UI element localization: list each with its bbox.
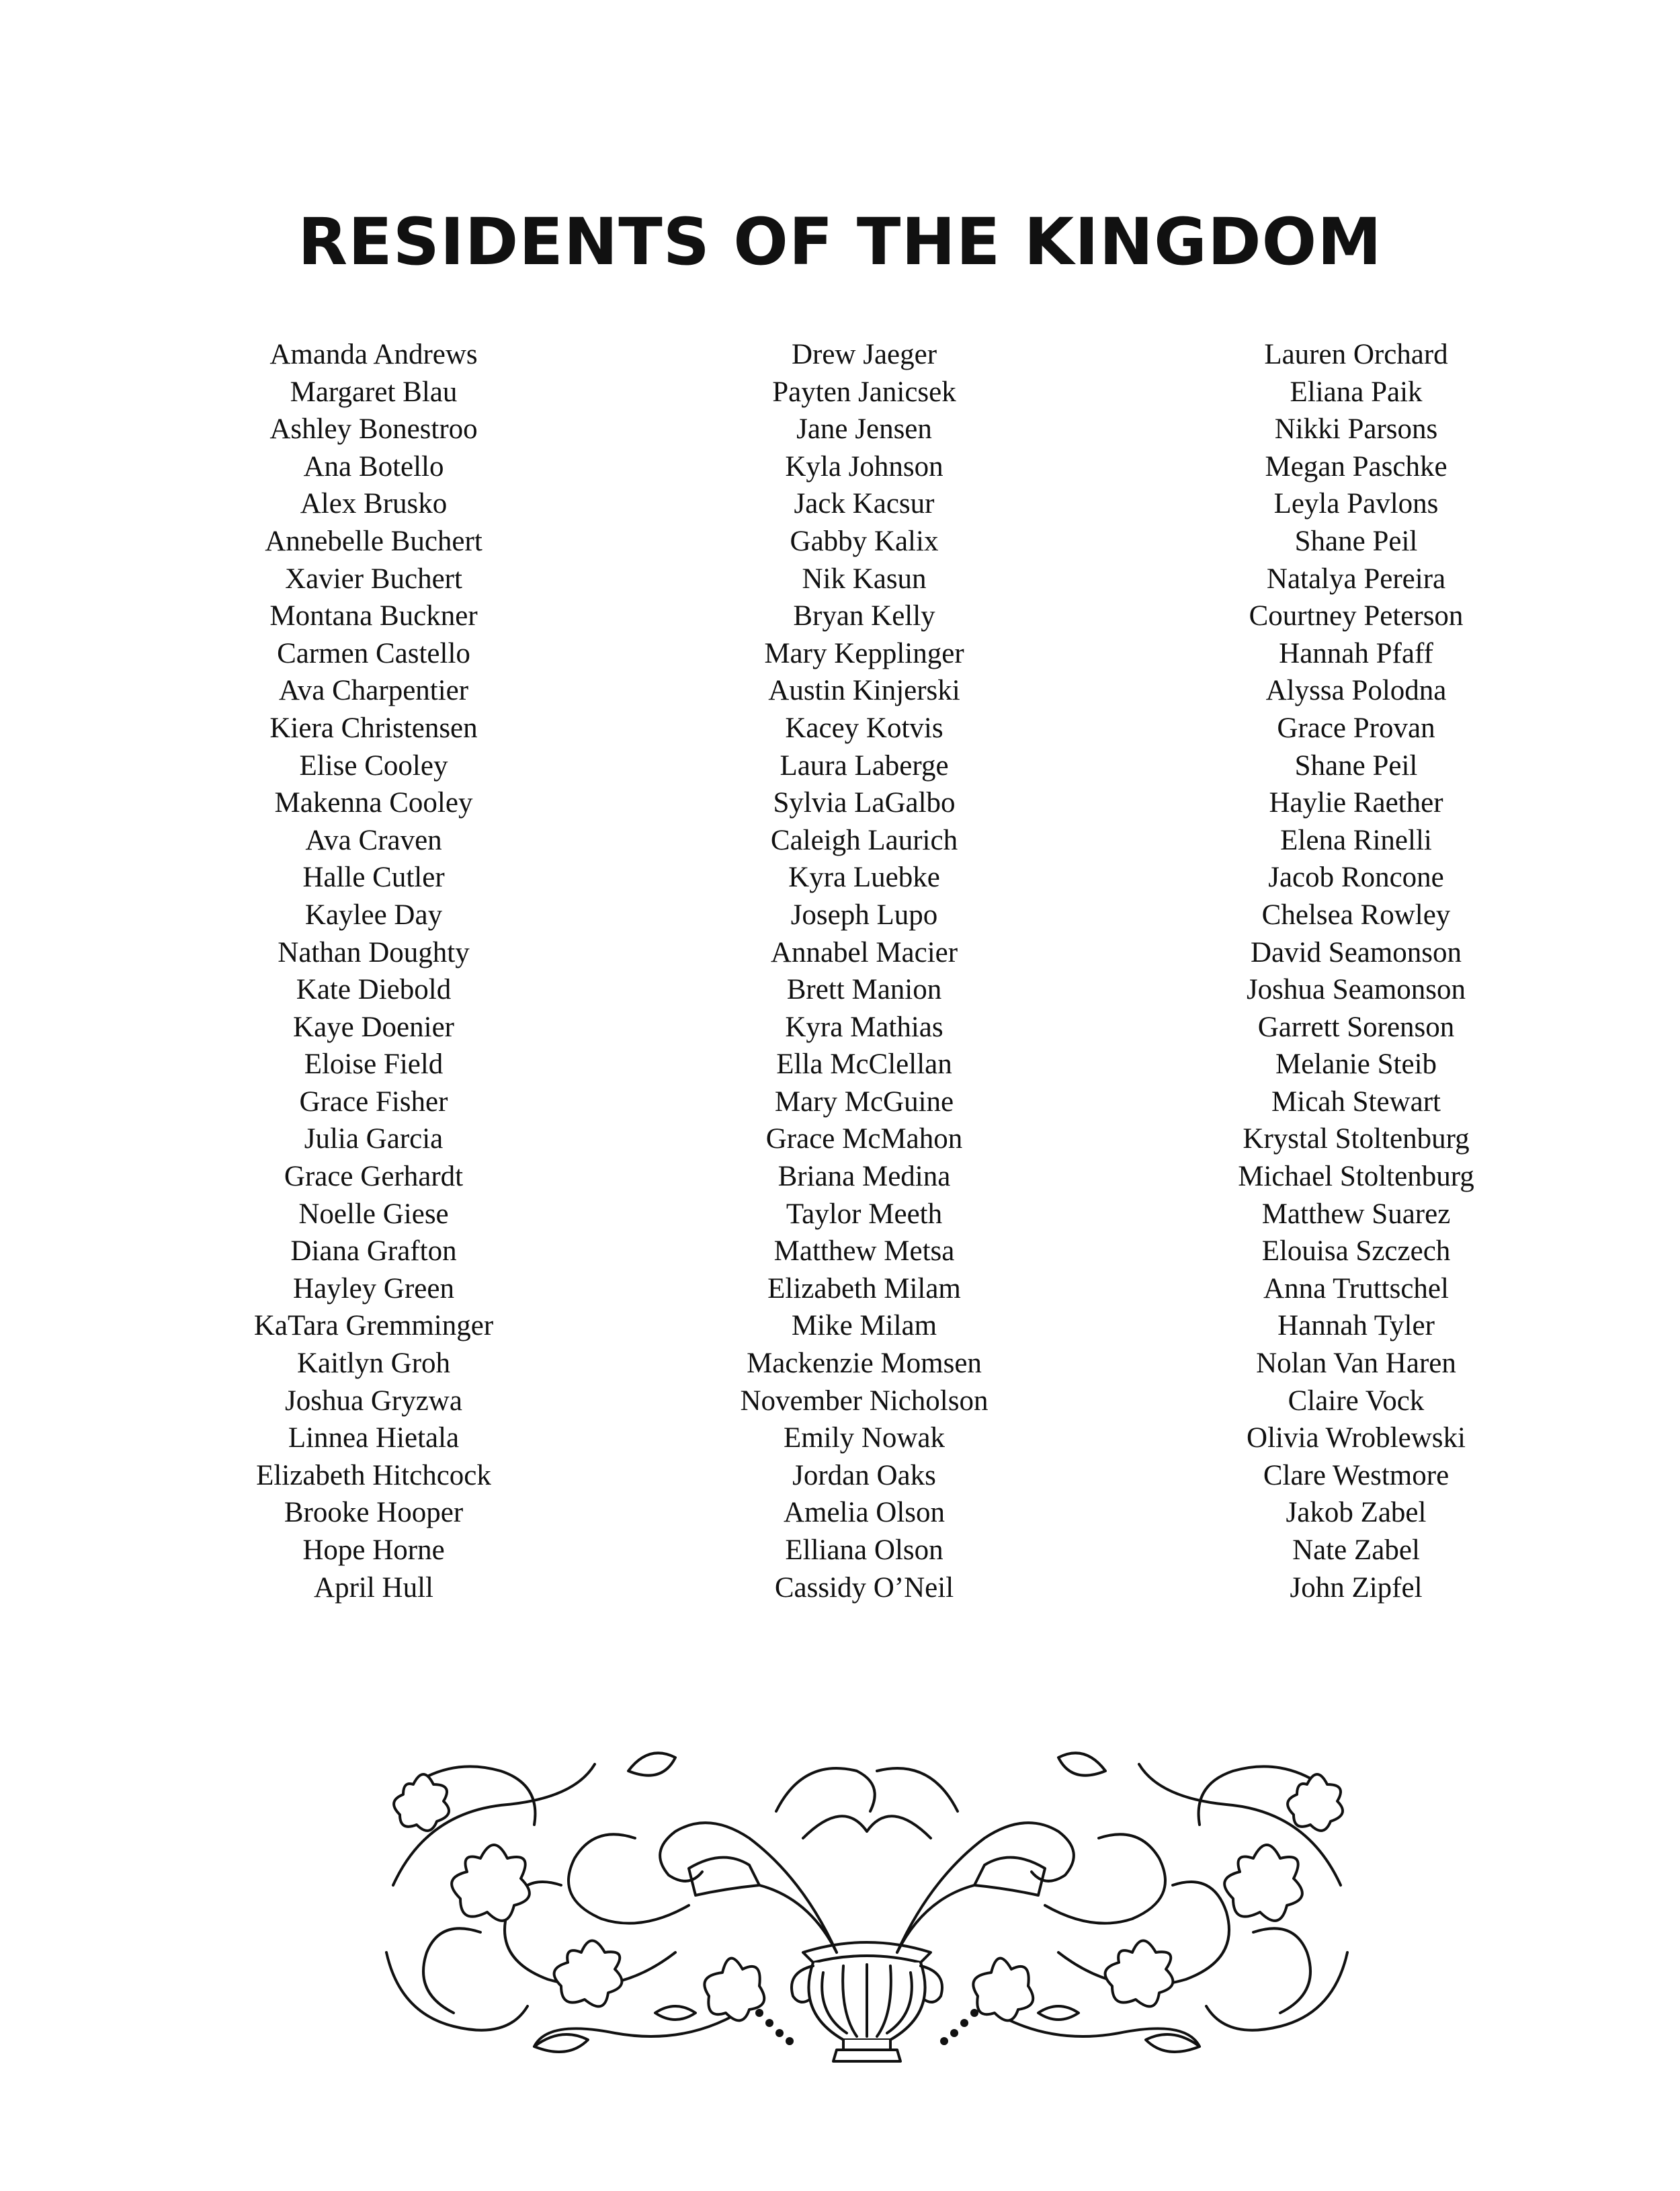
resident-name: Alyssa Polodna: [1265, 675, 1447, 707]
resident-name: Elliana Olson: [785, 1534, 943, 1566]
resident-name: Noelle Giese: [298, 1198, 449, 1230]
resident-name: Matthew Metsa: [773, 1235, 955, 1268]
resident-name: Elizabeth Hitchcock: [256, 1459, 491, 1491]
resident-name: Ava Craven: [305, 824, 442, 856]
resident-name: Grace Provan: [1277, 712, 1435, 744]
resident-name: Kiera Christensen: [269, 712, 478, 744]
resident-name: Sylvia LaGalbo: [773, 787, 956, 819]
resident-name: Bryan Kelly: [793, 600, 935, 632]
resident-name: Kacey Kotvis: [785, 712, 943, 744]
resident-name: David Seamonson: [1250, 936, 1462, 968]
resident-name: Nik Kasun: [802, 563, 927, 595]
residents-column-2: [609, 336, 1120, 1606]
resident-name: Kyra Luebke: [788, 862, 940, 894]
resident-name: Julia Garcia: [304, 1123, 444, 1155]
resident-name: Nathan Doughty: [278, 936, 470, 968]
resident-name: Elise Cooley: [299, 749, 448, 782]
resident-name: Kaye Doenier: [293, 1011, 454, 1043]
resident-name: Alex Brusko: [300, 488, 448, 520]
resident-name: Jack Kacsur: [794, 488, 935, 520]
resident-name: Grace Gerhardt: [284, 1161, 464, 1193]
resident-name: Mary Kepplinger: [764, 637, 964, 669]
resident-name: Austin Kinjerski: [768, 675, 960, 707]
resident-name: Kaitlyn Groh: [296, 1348, 451, 1380]
resident-name: KaTara Gremminger: [253, 1310, 494, 1342]
resident-name: Leyla Pavlons: [1273, 488, 1439, 520]
resident-name: Gabby Kalix: [790, 525, 939, 557]
resident-name: Carmen Castello: [277, 637, 470, 669]
resident-name: Ashley Bonestroo: [269, 413, 478, 446]
resident-name: Hannah Tyler: [1277, 1310, 1435, 1342]
resident-name: Lauren Orchard: [1264, 339, 1448, 370]
resident-name: Grace McMahon: [765, 1123, 963, 1155]
resident-name: Garrett Sorenson: [1257, 1011, 1455, 1043]
residents-column-1: [118, 336, 629, 1606]
resident-name: Taylor Meeth: [786, 1198, 943, 1230]
resident-name: Clare Westmore: [1263, 1459, 1450, 1491]
resident-name: Laura Laberge: [780, 749, 949, 782]
resident-name: Hannah Pfaff: [1279, 637, 1433, 669]
resident-name: Ana Botello: [303, 450, 444, 483]
residents-column-3: [1101, 336, 1611, 1606]
resident-name: Eloise Field: [304, 1048, 444, 1081]
resident-name: Krystal Stoltenburg: [1243, 1123, 1470, 1155]
resident-name: Kaylee Day: [304, 899, 443, 931]
resident-name: Ava Charpentier: [278, 675, 469, 707]
resident-name: Hayley Green: [293, 1272, 454, 1305]
resident-name: Jane Jensen: [796, 413, 932, 446]
resident-name: Annabel Macier: [770, 936, 958, 968]
resident-name: Chelsea Rowley: [1261, 899, 1451, 931]
resident-name: Ella McClellan: [776, 1048, 952, 1081]
resident-name: Anna Truttschel: [1263, 1272, 1449, 1305]
resident-name: November Nicholson: [740, 1384, 989, 1417]
resident-name: Linnea Hietala: [288, 1422, 460, 1454]
resident-name: Nolan Van Haren: [1256, 1348, 1456, 1380]
resident-name: Brooke Hooper: [284, 1497, 464, 1529]
resident-name: Melanie Steib: [1275, 1048, 1437, 1081]
resident-name: Brett Manion: [786, 974, 942, 1006]
resident-name: Megan Paschke: [1265, 450, 1447, 483]
resident-name: Matthew Suarez: [1261, 1198, 1451, 1230]
resident-name: Jordan Oaks: [792, 1459, 936, 1491]
resident-name: Hope Horne: [302, 1534, 445, 1566]
resident-name: Claire Vock: [1288, 1384, 1425, 1417]
resident-name: Courtney Peterson: [1249, 600, 1464, 632]
resident-name: Jakob Zabel: [1286, 1497, 1427, 1529]
resident-name: Kyra Mathias: [785, 1011, 943, 1043]
resident-name: Annebelle Buchert: [265, 525, 482, 557]
resident-name: Micah Stewart: [1271, 1085, 1441, 1118]
resident-name: Nate Zabel: [1292, 1534, 1420, 1566]
resident-name: Briana Medina: [778, 1161, 951, 1193]
resident-name: Jacob Roncone: [1268, 862, 1444, 894]
resident-name: April Hull: [314, 1571, 433, 1604]
resident-name: Xavier Buchert: [285, 563, 462, 595]
resident-name: Caleigh Laurich: [770, 824, 958, 856]
resident-name: Payten Janicsek: [772, 376, 956, 408]
resident-name: Amanda Andrews: [269, 339, 478, 370]
resident-name: Kyla Johnson: [785, 450, 943, 483]
page-title: RESIDENTS OF THE KINGDOM: [298, 204, 1382, 280]
resident-name: Elena Rinelli: [1280, 824, 1432, 856]
resident-name: Shane Peil: [1294, 749, 1418, 782]
resident-name: Mike Milam: [791, 1310, 937, 1342]
resident-name: Olivia Wroblewski: [1247, 1422, 1466, 1454]
resident-name: John Zipfel: [1290, 1571, 1423, 1604]
resident-name: Elouisa Szczech: [1261, 1235, 1451, 1268]
resident-name: Grace Fisher: [299, 1085, 448, 1118]
resident-name: Joseph Lupo: [790, 899, 938, 931]
resident-name: Mary McGuine: [774, 1085, 954, 1118]
resident-name: Kate Diebold: [296, 974, 452, 1006]
floral-ornament-illustration: [373, 1731, 1361, 2067]
resident-name: Nikki Parsons: [1274, 413, 1438, 446]
resident-name: Halle Cutler: [302, 862, 445, 894]
resident-name: Margaret Blau: [290, 376, 458, 408]
resident-name: Elizabeth Milam: [767, 1272, 961, 1305]
urn-icon: [792, 1942, 942, 2061]
resident-name: Michael Stoltenburg: [1238, 1161, 1474, 1193]
resident-name: Mackenzie Momsen: [747, 1348, 982, 1380]
resident-name: Shane Peil: [1294, 525, 1418, 557]
resident-name: Diana Grafton: [290, 1235, 457, 1268]
resident-name: Haylie Raether: [1269, 787, 1443, 819]
resident-name: Emily Nowak: [783, 1422, 946, 1454]
resident-name: Natalya Pereira: [1266, 563, 1446, 595]
resident-name: Amelia Olson: [783, 1497, 946, 1529]
resident-name: Cassidy O’Neil: [774, 1571, 954, 1604]
resident-name: Montana Buckner: [269, 600, 478, 632]
resident-name: Joshua Seamonson: [1246, 974, 1466, 1006]
resident-name: Makenna Cooley: [274, 787, 473, 819]
resident-name: Joshua Gryzwa: [285, 1384, 462, 1417]
resident-name: Drew Jaeger: [791, 339, 937, 370]
resident-name: Eliana Paik: [1290, 376, 1423, 408]
